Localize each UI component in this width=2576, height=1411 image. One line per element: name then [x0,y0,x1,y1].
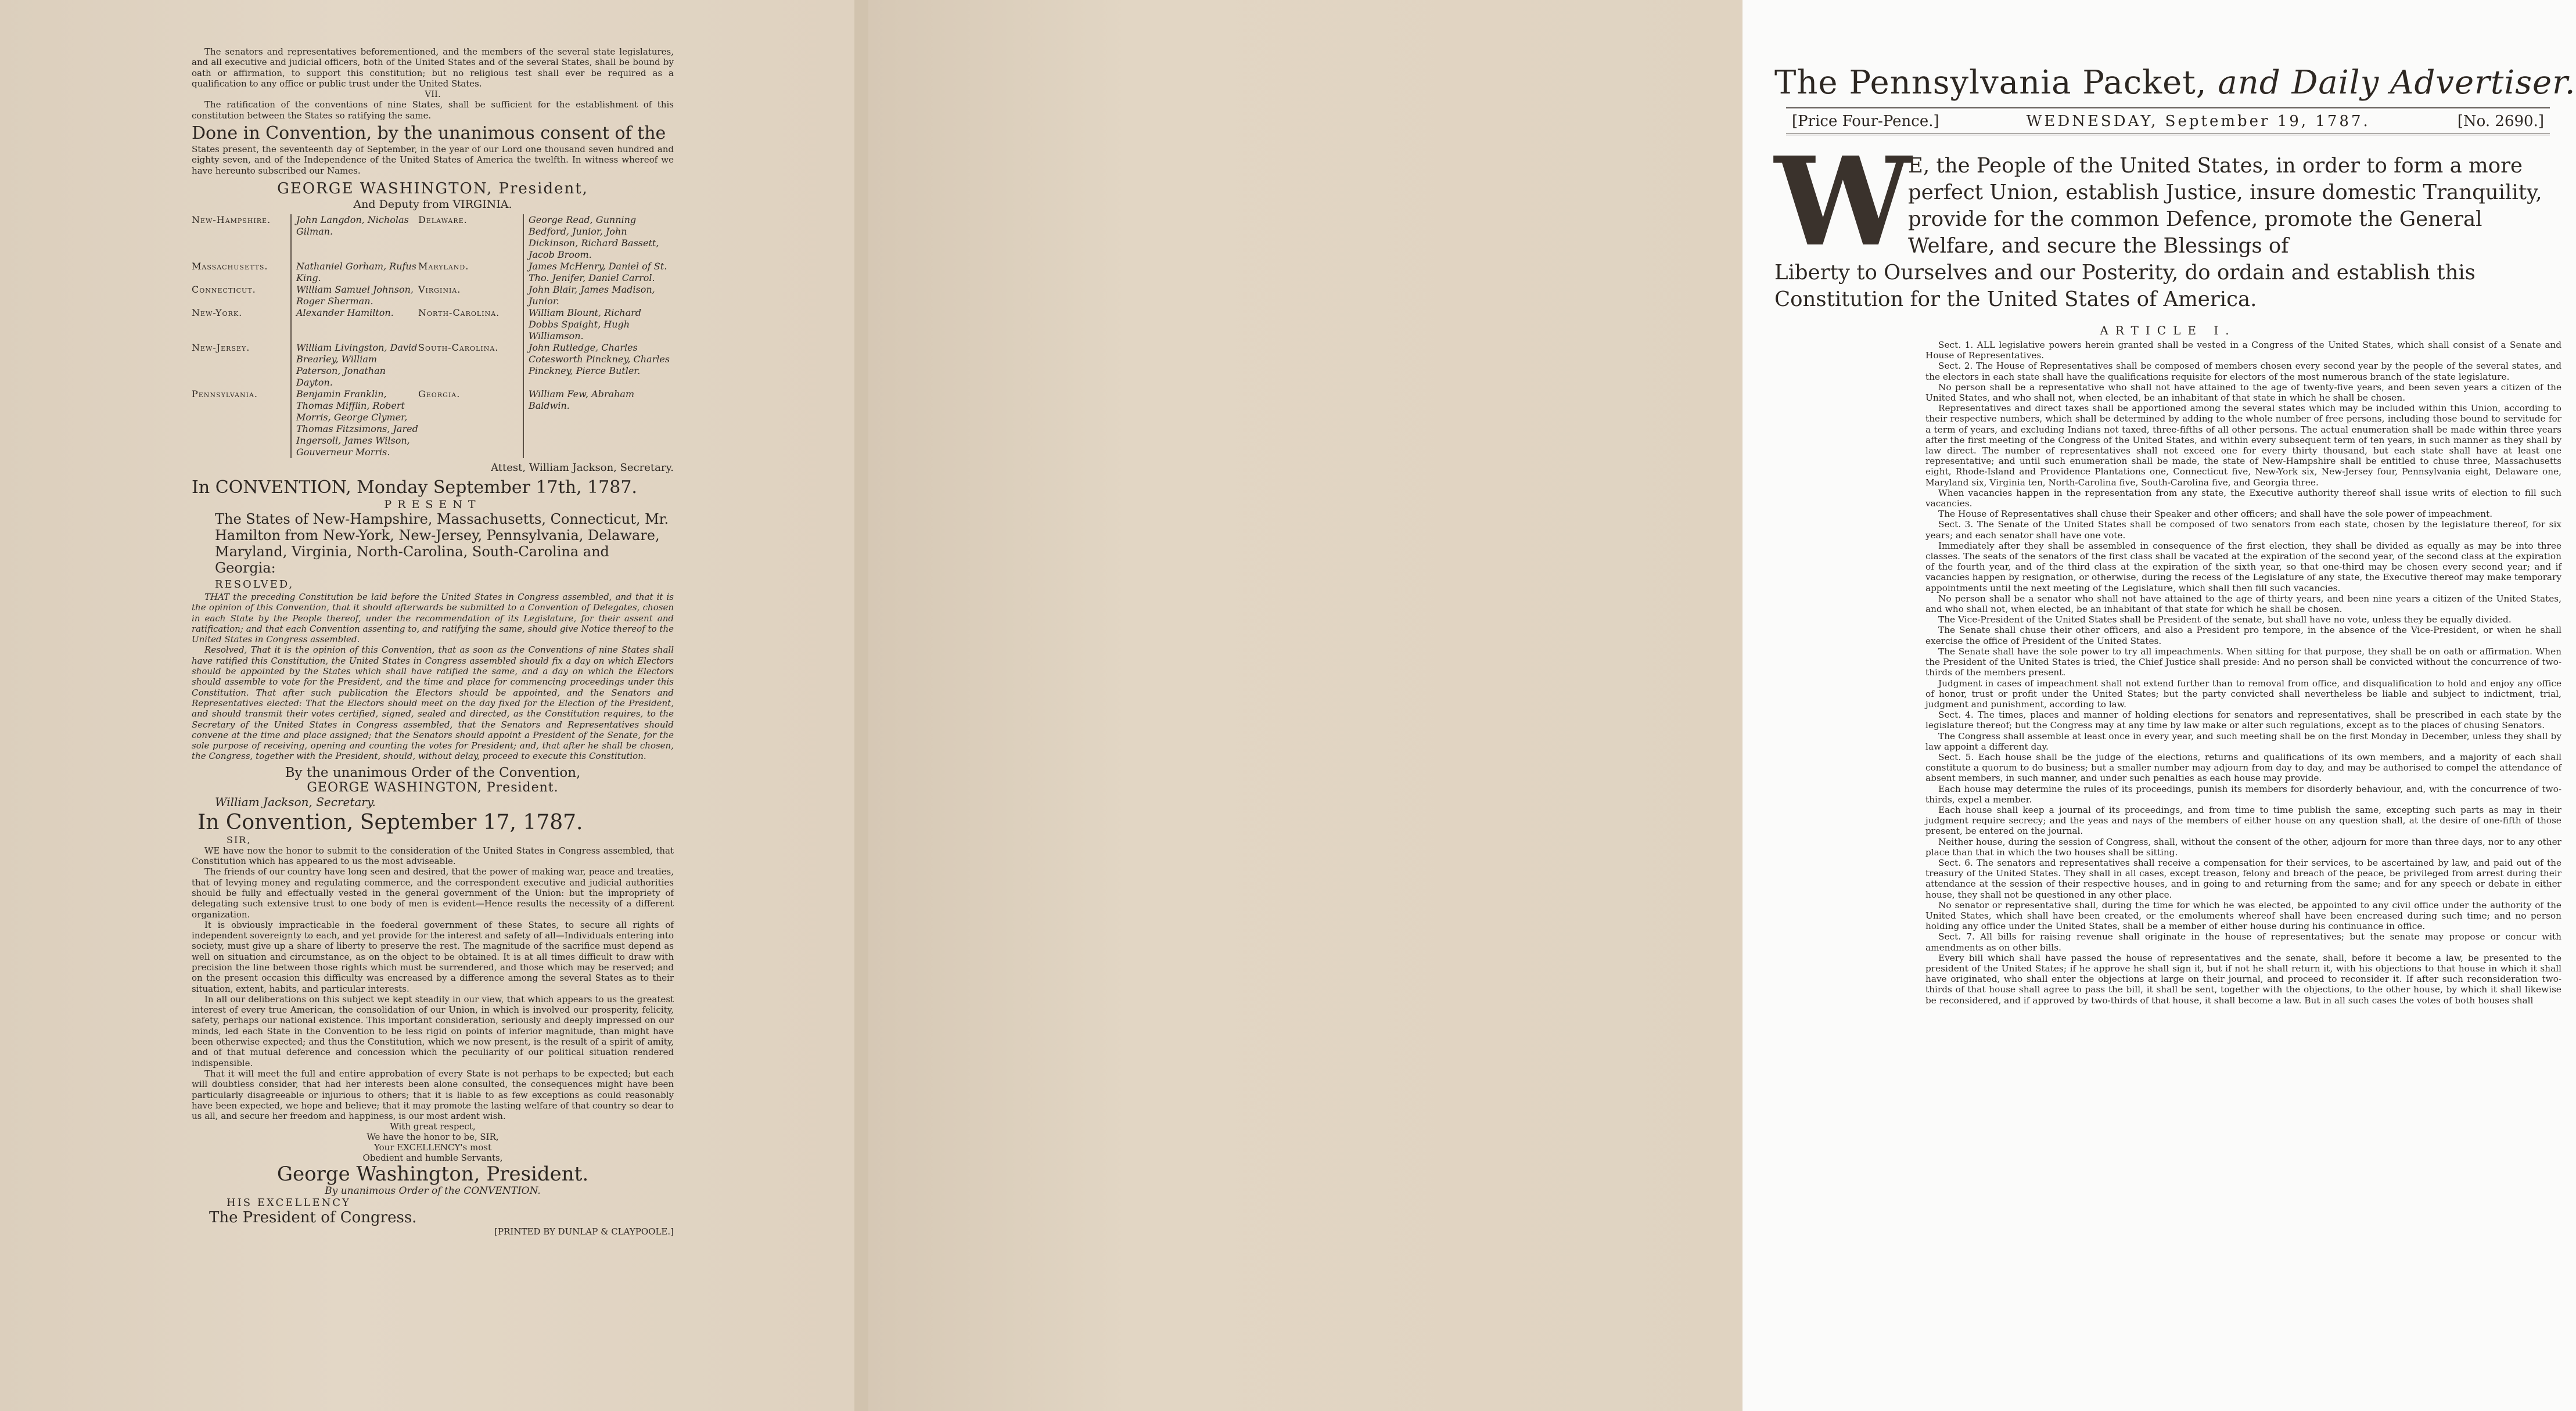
printer-imprint: [PRINTED BY DUNLAP & CLAYPOOLE.] [494,1226,674,1237]
sig-state: Georgia. [418,388,461,399]
closing-block [192,1121,674,1163]
deputy-line: And Deputy from VIRGINIA. [353,197,512,211]
masthead-title: The Pennsylvania Packet, [1774,64,2207,102]
article-paragraph: Judgment in cases of impeachment shall not extend further than to removal from office, and disqualification to hold and enjoy any office of honor, trust or profit under the United States; but the party convicted shall nevertheless be liable and subject to indictment, trial, judgment and punishment, according to law. [1925,678,2561,710]
price-label: [Price Four-Pence.] [1792,113,1939,130]
sig-state: Maryland. [418,260,469,272]
sig-names: John Rutledge, Charles Cotesworth Pinckney, Charles Pinckney, Pierce Butler. [523,342,674,388]
article-paragraph: No person shall be a representative who shall not have attained to the age of twenty-five years, and been seven years a citizen of the United States, and who shall not, when elected, be an inhabitant of that state in which he shall be chosen. [1925,381,2561,404]
article-paragraph: Neither house, during the session of Congress, shall, without the consent of the other, adjourn for more than three days, nor to any other place than that in which the two houses shall be sitting. [1925,836,2561,858]
his-excellency: HIS EXCELLENCY [227,1197,351,1210]
sig-names: Benjamin Franklin, Thomas Mifflin, Robert Morris, George Clymer, Thomas Fitzsimons, Jared Ingersoll, James Wilson, Gouverneur Morris. [290,388,418,458]
masthead-subtitle: and Daily Advertiser. [2218,64,2576,102]
letter-paragraph: It is obviously impracticable in the foederal government of these States, to secure all rights of independent sovereignty to each, and yet provide for the interest and safety of all—Individuals entering into society, must give up a share of liberty to preserve the rest. The magnitude of the sacrifice must depend as well on situation and circumstance, as on the object to be obtained. It is at all times difficult to draw with precision the line between those rights which must be surrendered, and those which may be reserved; and on the present occasion this difficulty was encreased by a difference among the several States as to their situation, extent, habits, and particular interests. [192,919,674,994]
left-column [192,46,674,1237]
closing-line: Your EXCELLENCY's most [374,1142,491,1153]
preamble-tail: Liberty to Ourselves and our Posterity, do ordain and establish this Constitution for the United States of America. [1774,261,2476,311]
closing-line: With great respect, [390,1121,476,1132]
top-paragraph-2: The ratification of the conventions of nine States, shall be sufficient for the establishment of this constitution between the States so ratifying the same. [192,99,674,121]
right-column [1774,46,2576,1006]
article-paragraph: Sect. 3. The Senate of the United States shall be composed of two senators from each state, chosen by the legislature thereof, for six years; and each senator shall have one vote. [1925,519,2561,541]
letter-paragraph: The friends of our country have long seen and desired, that the power of making war, peace and treaties, that of levying money and regulating commerce, and the correspondent executive and judicial authorities should be fully and effectually vested in the general government of the Union: but the impropriety of delegating such extensive trust to one body of men is evident—Hence results the necessity of a different organization. [192,866,674,920]
addressee: The President of Congress. [209,1209,417,1227]
done-heading: Done in Convention, by the unanimous consent of the [192,123,666,144]
article-paragraph: Each house may determine the rules of its proceedings, punish its members for disorderly behaviour, and, with the concurrence of two-thirds, expel a member. [1925,783,2561,805]
article-paragraph: No senator or representative shall, during the time for which he was elected, be appointed to any civil office under the authority of the United States, which shall have been created, or the emoluments whereof shall have been encreased during such time; and no person holding any office under the United States, shall be a member of either house during his continuance in office. [1925,899,2561,932]
left-top-text [192,46,674,121]
letter-paragraph: That it will meet the full and entire approbation of every State is not perhaps to be expected; but each will doubtless consider, that had her interests been alone consulted, the consequences might have been particularly disagreeable or injurious to others; that it is liable to as few exceptions as could reasonably have been expected, we hope and believe; that it may promote the lasting welfare of that country so dear to us all, and secure her freedom and happiness, is our most ardent wish. [192,1068,674,1122]
done-text: States present, the seventeenth day of September, in the year of our Lord one thousand seven hundred and eighty seven, and of the Independence of the United States of America the twelfth. In witness whereof we have hereunto subscribed our Names. [192,144,674,176]
resolved-label: RESOLVED, [215,578,294,591]
top-paragraph-1: The senators and representatives beforementioned, and the members of the several state legislatures, and all executive and judicial officers, both of the United States and of the several States, shall be bound by oath or affirmation, to support this constitution; but no religious test shall ever be required as a qualification to any office or public trust under the United States. [192,46,674,89]
issue-number: [No. 2690.] [2457,113,2544,130]
article-paragraph: Sect. 2. The House of Representatives shall be composed of members chosen every second year by the people of the several states, and the electors in each state shall have the qualifications requisite for electors of the most numerous branch of the state legislature. [1925,361,2561,382]
article-body [1774,340,2561,1006]
article-paragraph: Representatives and direct taxes shall be apportioned among the several states which may be included within this Union, according to their respective numbers, which shall be determined by adding to the whole number of free persons, including those bound to servitude for a term of years, and excluding Indians not taxed, three-fifths of all other persons. The actual enumeration shall be made within three years after the first meeting of the Congress of the United States, and within every subsequent term of ten years, in such manner as they shall by law direct. The number of representatives shall not exceed one for every thirty thousand, but each state shall have at least one representative; and until such enumeration shall be made, the state of New-Hampshire shall be entitled to chuse three, Massachusetts eight, Rhode-Island and Providence Plantations one, Connecticut five, New-York six, New-Jersey four, Pennsylvania eight, Delaware one, Maryland six, Virginia ten, North-Carolina five, South-Carolina five, and Georgia three. [1925,403,2561,488]
closing-line: We have the honor to be, SIR, [367,1132,499,1143]
gw-line: GEORGE WASHINGTON, President, [277,179,588,197]
sig-state: New-Jersey. [192,341,250,353]
article-paragraph: Every bill which shall have passed the house of representatives and the senate, shall, before it become a law, be presented to the president of the United States; if he approve he shall sign it, but if not he shall return it, with his objections to that house in which it shall have originated, who shall enter the objections at large on their journal, and proceed to reconsider it. If after such reconsideration two-thirds of that house shall agree to pass the bill, it shall be sent, together with the objections, to the other house, by which it shall likewise be reconsidered, and if approved by two-thirds of that house, it shall become a law. But in all such cases the votes of both houses shall [1925,952,2561,1006]
article-paragraph: Immediately after they shall be assembled in consequence of the first election, they shall be divided as equally as may be into three classes. The seats of the senators of the first class shall be vacated at the expiration of the second year, of the second class at the expiration of the fourth year, and of the third class at the expiration of the sixth year, so that one-third may be chosen every second year; and if vacancies happen by resignation, or otherwise, during the recess of the Legislature of any state, the Executive thereof may make temporary appointments until the next meeting of the Legislature, which shall then fill such vacancies. [1925,540,2561,593]
article-paragraph: The Congress shall assemble at least once in every year, and such meeting shall be on the first Monday in December, unless they shall by law appoint a different day. [1925,730,2561,752]
letter-body [192,845,674,1122]
sig-names: Alexander Hamilton. [290,307,418,342]
article-paragraph: Sect. 1. ALL legislative powers herein granted shall be vested in a Congress of the United States, which shall consist of a Senate and House of Representatives. [1925,340,2561,361]
sig-names: James McHenry, Daniel of St. Tho. Jenifer, Daniel Carrol. [523,261,674,284]
sig-names: John Blair, James Madison, Junior. [523,284,674,307]
sig-state: South-Carolina. [418,341,499,353]
sig-state: Massachusetts. [192,260,268,272]
sig-state: New-York. [192,307,243,318]
article-paragraph: The Vice-President of the United States shall be President of the senate, but shall have no vote, unless they be equally divided. [1938,614,2512,625]
sig-names: William Few, Abraham Baldwin. [523,388,674,458]
article-paragraph: Sect. 4. The times, places and manner of holding elections for senators and representatives, shall be prescribed in each state by the legislature thereof; but the Congress may at any time by law make or alter such regulations, except as to the places of chusing Senators. [1925,710,2561,731]
sig-names: William Blount, Richard Dobbs Spaight, Hugh Williamson. [523,307,674,342]
sig-state: Connecticut. [192,283,256,295]
sig-names: William Livingston, David Brearley, William Paterson, Jonathan Dayton. [290,342,418,388]
sig-state: New-Hampshire. [192,214,271,225]
gw-line-2: GEORGE WASHINGTON, President. [307,780,559,795]
letter-heading: In Convention, September 17, 1787. [197,810,583,834]
article-paragraph: Sect. 7. All bills for raising revenue shall originate in the house of representatives; but the senate may propose or concur with amendments as on other bills. [1925,931,2561,953]
page-gutter [854,0,868,1411]
article-vii-heading: VII. [425,89,441,100]
sig-names: William Samuel Johnson, Roger Sherman. [290,284,418,307]
resolved-paragraph-2: Resolved, That it is the opinion of this Convention, that as soon as the Conventions of nine States shall have ratified this Constitution, the United States in Congress assembled should fix a day on which Electors should be appointed by the States which shall have ratified the same, and a day on which the Electors should assemble to vote for the President, and the time and place for commencing proceedings under this Constitution. That after such publication the Electors should be appointed, and the Senators and Representatives elected: That the Electors should meet on the day fixed for the Election of the President, and should transmit their votes certified, signed, sealed and directed, as the Constitution requires, to the Secretary of the United States in Congress assembled, that the Senators and Representatives should convene at the time and place assigned; that the Senators should appoint a President of the Senate, for the sole purpose of receiving, opening and counting the votes for President; and, that after he shall be chosen, the Congress, together with the President, should, without delay, proceed to execute this Constitution. [192,645,674,762]
article-heading: ARTICLE I. [2100,323,2236,337]
article-paragraph: When vacancies happen in the representation from any state, the Executive authority thereof shall issue writs of election to fill such vacancies. [1925,487,2561,509]
sig-state: Pennsylvania. [192,388,258,399]
sig-state: North-Carolina. [418,307,500,318]
secretary-line: William Jackson, Secretary. [215,794,376,809]
gw-signature: George Washington, President. [276,1162,589,1186]
article-paragraph: No person shall be a senator who shall not have attained to the age of thirty years, and been nine years a citizen of the United States, and who shall not, when elected, be an inhabitant of that state for which he shall be chosen. [1925,593,2561,615]
masthead [1774,64,2576,102]
resolved-paragraph-1: THAT the preceding Constitution be laid before the United States in Congress assembled, and that it is the opinion of this Convention, that it should afterwards be submitted to a Convention of Delegates, chosen in each State by the People thereof, under the recommendation of its Legislature, for their assent and ratification; and that each Convention assenting to, and ratifying the same, should give Notice thereof to the United States in Congress assembled. [192,591,674,645]
sig-state: Delaware. [418,214,468,225]
right-page [868,0,2576,1411]
article-paragraph: The House of Representatives shall chuse their Speaker and other officers; and shall have the sole power of impeachment. [1938,509,2493,520]
article-paragraph: Each house shall keep a journal of its proceedings, and from time to time publish the same, excepting such parts as may in their judgment require secrecy; and the yeas and nays of the members of either house on any question shall, at the desire of one-fifth of those present, be entered on the journal. [1925,804,2561,837]
article-paragraph: The Senate shall have the sole power to try all impeachments. When sitting for that purpose, they shall be on oath or affirmation. When the President of the United States is tried, the Chief Justice shall preside: And no person shall be convicted without the concurrence of two-thirds of the members present. [1925,646,2561,678]
present-label: PRESENT [384,498,482,511]
letter-paragraph: WE have now the honor to submit to the consideration of the United States in Congress assembled, that Constitution which has appeared to us the most adviseable. [192,845,674,867]
resolved-block [192,592,674,762]
sig-names: John Langdon, Nicholas Gilman. [290,214,418,261]
attest-line: Attest, William Jackson, Secretary. [491,461,674,474]
sir-salutation: SIR, [227,834,252,845]
preamble [1774,130,2561,313]
letter-paragraph: In all our deliberations on this subject we kept steadily in our view, that which appears to us the greatest interest of every true American, the consolidation of our Union, in which is involved our prosperity, felicity, safety, perhaps our national existence. This important consideration, seriously and deeply impressed on our minds, led each State in the Convention to be less rigid on points of inferior magnitude, than might have been otherwise expected; and thus the Constitution, which we now present, is the result of a spirit of amity, and of that mutual deference and concession which the peculiarity of our political situation rendered indispensible. [192,994,674,1068]
by-order-line: By the unanimous Order of the Convention, [285,765,581,780]
left-page [0,0,854,1411]
by-order-line-2: By unanimous Order of the CONVENTION. [325,1185,541,1197]
article-paragraph: The Senate shall chuse their other officers, and also a President pro tempore, in the absence of the Vice-President, or when he shall exercise the office of President of the United States. [1925,625,2561,646]
closing-line: Obedient and humble Servants, [362,1153,503,1164]
sig-state: Virginia. [418,283,461,295]
present-text: The States of New-Hampshire, Massachusetts, Connecticut, Mr. Hamilton from New-York, New-Jersey, Pennsylvania, Delaware, Maryland, Virginia, North-Carolina, South-Carolina and Georgia: [215,510,669,576]
preamble-text: E, the People of the United States, in order to form a more perfect Union, establish Justice, insure domestic Tranquility, provide for the common Defence, promote the General Welfare, and secure the Blessings of [1908,154,2542,258]
article-paragraph: Sect. 6. The senators and representatives shall receive a compensation for their services, to be ascertained by law, and paid out of the treasury of the United States. They shall in all cases, except treason, felony and breach of the peace, be privileged from arrest during their attendance at the session of their respective houses, and in going to and returning from the same; and for any speech or debate in either house, they shall not be questioned in any other place. [1925,857,2561,900]
drop-cap: W [1774,130,1912,273]
sig-names: George Read, Gunning Bedford, Junior, John Dickinson, Richard Bassett, Jacob Broom. [523,214,674,261]
sig-names: Nathaniel Gorham, Rufus King. [290,261,418,284]
in-convention-heading: In CONVENTION, Monday September 17th, 1787. [192,477,637,498]
issue-date: WEDNESDAY, September 19, 1787. [2026,113,2370,130]
article-paragraph: Sect. 5. Each house shall be the judge of the elections, returns and qualifications of its own members, and a majority of each shall constitute a quorum to do business; but a smaller number may adjourn from day to day, and may be authorised to compel the attendance of absent members, in such manner, and under such penalties as each house may provide. [1925,751,2561,784]
signatures-table [192,214,674,458]
